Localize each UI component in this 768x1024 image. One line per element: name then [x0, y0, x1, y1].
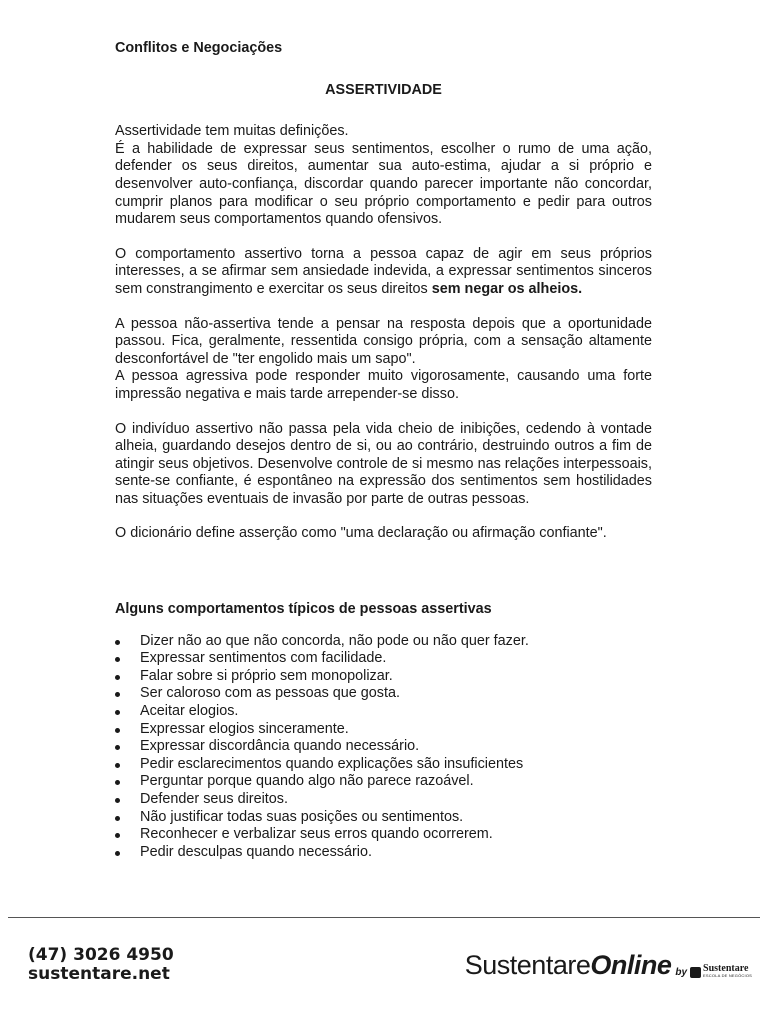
list-item — [115, 826, 652, 844]
bullet-icon — [115, 710, 120, 715]
sustentare-brand-mark — [690, 964, 752, 978]
document-header: Conflitos e Negociações — [115, 40, 283, 56]
logo-by: by — [675, 967, 688, 978]
sustentare-emblem-icon — [690, 967, 701, 978]
paragraph-line: A pessoa agressiva pode responder muito vigorosamente, causando uma forte impressão negativa e mais tarde arrepender-se disso. — [115, 368, 652, 402]
bullet-icon — [115, 692, 120, 697]
behaviors-list — [115, 633, 652, 862]
list-item-text: Perguntar porque quando algo não parece razoável. — [140, 773, 474, 790]
bullet-icon — [115, 780, 120, 785]
paragraph-line: É a habilidade de expressar seus sentimentos, escolher o rumo de uma ação, defender os seus direitos, aumentar sua auto-estima, ajudar a si próprio e desenvolver auto-confiança, discordar quando parecer importante não concordar, cumprir planos para modificar o seu próprio comportamento e pedir para outros mudarem seus comportamentos quando ofensivos. — [115, 140, 652, 228]
list-item — [115, 721, 652, 739]
list-item — [115, 633, 652, 651]
paragraph-assertive-individual: O indivíduo assertivo não passa pela vida cheio de inibições, cedendo à vontade alheia, guardando desejos dentro de si, ou ao contrário, destruindo outros a fim de atingir seus objetivos. Desenvolve controle de si mesmo nas relações interpessoais, sente-se confiante, é espontâneo na expressão dos sentimentos sem hostilidades nas situações eventuais de invasão por parte de outras pessoas. — [115, 420, 652, 507]
logo-text-light: Sustentare — [464, 950, 591, 980]
sustentare-online-logo — [465, 950, 752, 981]
list-item — [115, 809, 652, 827]
list-item-text: Dizer não ao que não concorda, não pode ou não quer fazer. — [140, 632, 529, 649]
bullet-icon — [115, 833, 120, 838]
footer-divider — [8, 917, 760, 918]
bullet-icon — [115, 816, 120, 821]
paragraph-text: O comportamento assertivo torna a pessoa capaz de agir em seus próprios interesses, a se afirmar sem ansiedade indevida, a expressar sentimentos sinceros sem constrangimento e exercitar os seus direitos — [115, 245, 652, 297]
bullet-icon — [115, 675, 120, 680]
bullet-icon — [115, 763, 120, 768]
list-item — [115, 685, 652, 703]
list-item-text: Pedir esclarecimentos quando explicações são insuficientes — [140, 755, 524, 772]
brand-tagline: ESCOLA DE NEGÓCIOS — [703, 973, 752, 978]
paragraph-assertive-behavior — [115, 246, 652, 299]
paragraph-emphasis: sem negar os alheios — [431, 280, 579, 297]
list-item-text: Expressar sentimentos com facilidade. — [140, 650, 387, 667]
list-item — [115, 668, 652, 686]
footer-website: sustentare.net — [28, 964, 170, 984]
list-item-text: Pedir desculpas quando necessário. — [140, 843, 372, 860]
list-item-text: Não justificar todas suas posições ou sentimentos. — [140, 808, 464, 825]
paragraph-definitions — [115, 123, 652, 229]
list-item — [115, 650, 652, 668]
paragraph-tail: . — [578, 280, 583, 297]
brand-name: Sustentare — [703, 963, 749, 974]
list-item-text: Expressar elogios sinceramente. — [140, 720, 349, 737]
footer-contact — [28, 946, 174, 984]
sustentare-wordmark — [703, 964, 752, 978]
list-item-text: Reconhecer e verbalizar seus erros quando ocorrerem. — [140, 826, 493, 843]
paragraph-dictionary: O dicionário define asserção como "uma declaração ou afirmação confiante". — [115, 525, 607, 542]
document-body — [115, 40, 652, 861]
bullet-icon — [115, 640, 120, 645]
list-item-text: Falar sobre si próprio sem monopolizar. — [140, 667, 393, 684]
list-item — [115, 738, 652, 756]
list-item-text: Aceitar elogios. — [140, 703, 239, 720]
list-item-text: Expressar discordância quando necessário. — [140, 738, 420, 755]
list-item — [115, 703, 652, 721]
bullet-icon — [115, 728, 120, 733]
list-item-text: Ser caloroso com as pessoas que gosta. — [140, 685, 400, 702]
document-title: ASSERTIVIDADE — [325, 81, 442, 98]
paragraph-line: A pessoa não-assertiva tende a pensar na resposta depois que a oportunidade passou. Fica, geralmente, ressentida consigo própria, com a sensação altamente desconfortável de "ter engolido mais um sapo". — [115, 315, 652, 367]
list-item — [115, 773, 652, 791]
bullet-icon — [115, 657, 120, 662]
bullet-icon — [115, 745, 120, 750]
bullet-icon — [115, 798, 120, 803]
list-item — [115, 756, 652, 774]
list-item-text: Defender seus direitos. — [140, 791, 288, 807]
paragraph-line: Assertividade tem muitas definições. — [115, 123, 349, 140]
bullet-icon — [115, 851, 120, 856]
paragraph-non-assertive — [115, 316, 652, 404]
list-item — [115, 844, 652, 862]
footer-phone: (47) 3026 4950 — [28, 945, 174, 965]
logo-text-bold: Online — [590, 950, 672, 980]
section-heading: Alguns comportamentos típicos de pessoas assertivas — [115, 601, 492, 618]
list-item — [115, 791, 652, 809]
